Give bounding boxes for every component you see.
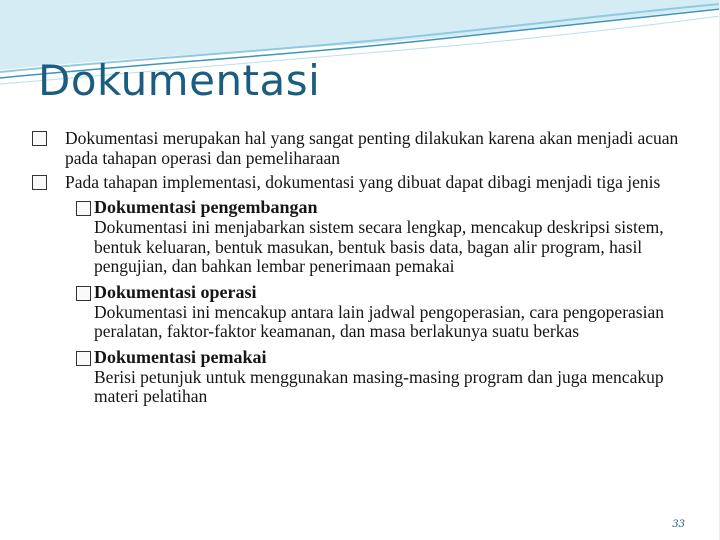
bullet-text: Dokumentasi merupakan hal yang sangat penting dilakukan karena akan menjadi acuan pada tahapan operasi dan pemeliharaan (65, 128, 679, 168)
square-bullet-icon (76, 201, 91, 216)
square-bullet-icon (76, 351, 91, 366)
page-number: 33 (672, 519, 685, 530)
sub-item (30, 281, 690, 342)
page-title: Dokumentasi (38, 56, 321, 105)
square-bullet-icon (32, 175, 47, 190)
sub-description: Dokumentasi ini mencakup antara lain jadwal pengoperasian, cara pengoperasian peralatan, faktor-faktor keamanan, dan masa berlakunya suatu berkas (94, 301, 664, 341)
bullet-text: Pada tahapan implementasi, dokumentasi yang dibuat dapat dibagi menjadi tiga jenis (65, 172, 661, 192)
sub-description: Berisi petunjuk untuk menggunakan masing-masing program dan juga mencakup materi pelatihan (94, 366, 664, 406)
sub-item (30, 346, 690, 407)
sub-heading: Dokumentasi pengembangan (94, 197, 318, 217)
sub-item (30, 196, 690, 277)
bullet-item (30, 172, 690, 192)
bullet-item (30, 128, 690, 168)
sub-heading: Dokumentasi operasi (94, 281, 257, 302)
sub-description: Dokumentasi ini menjabarkan sistem secara lengkap, mencakup deskripsi sistem, bentuk keluaran, bentuk masukan, bentuk basis data, bagan alir program, hasil pengujian, dan bahkan lembar penerimaan pemakai (94, 217, 664, 276)
square-bullet-icon (32, 131, 47, 146)
square-bullet-icon (76, 286, 91, 301)
sub-heading: Dokumentasi pemakai (94, 346, 267, 367)
slide-content (30, 128, 690, 411)
